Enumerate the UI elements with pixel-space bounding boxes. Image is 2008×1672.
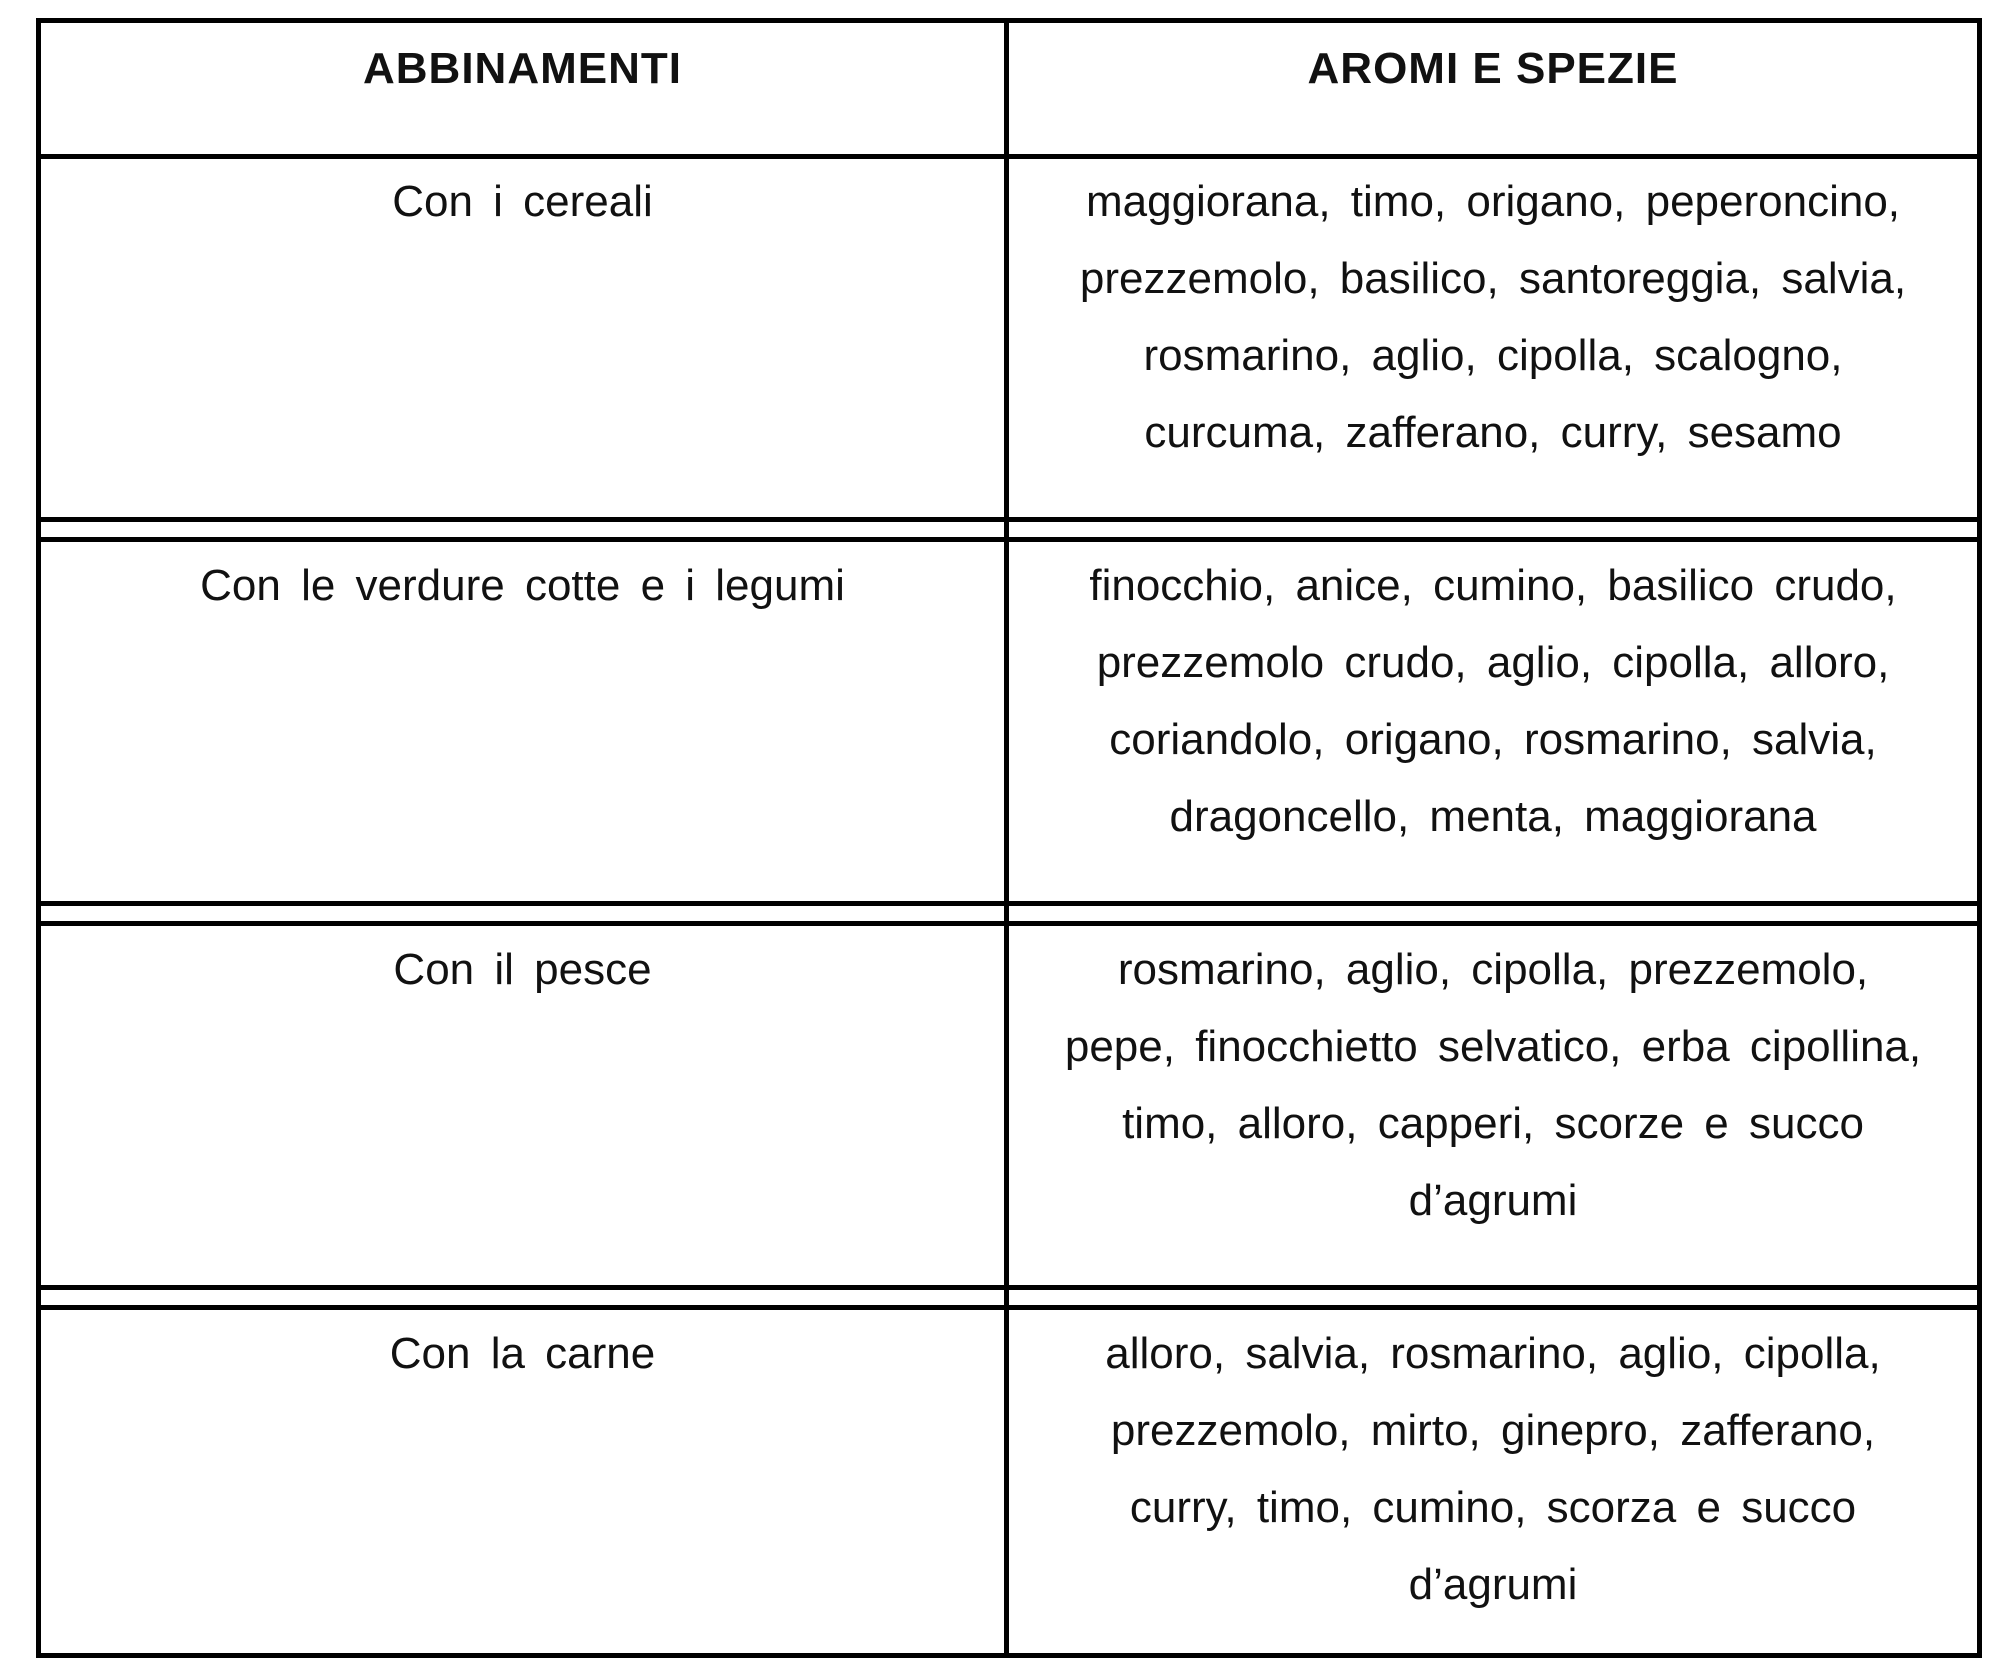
aromi-line: maggiorana, timo, origano, peperoncino, — [1085, 177, 1901, 226]
row-separator — [36, 901, 1982, 906]
pairing-label: Con le verdure cotte e i legumi — [200, 561, 845, 610]
table-row-carne-aromi — [1009, 1315, 1977, 1623]
row-separator — [36, 537, 1982, 542]
table-row-cereali-aromi — [1009, 163, 1977, 471]
table-row-carne-pairing — [41, 1315, 1004, 1392]
aromi-line: prezzemolo crudo, aglio, cipolla, alloro, — [1096, 638, 1890, 687]
pairing-label: Con la carne — [389, 1329, 656, 1378]
table-row-pesce-pairing — [41, 931, 1004, 1008]
table-row-verdure-aromi — [1009, 547, 1977, 855]
aromi-line: d’agrumi — [1408, 1560, 1578, 1609]
aromi-line: curcuma, zafferano, curry, sesamo — [1144, 408, 1842, 457]
aromi-line: rosmarino, aglio, cipolla, scalogno, — [1143, 331, 1843, 380]
aromi-line: rosmarino, aglio, cipolla, prezzemolo, — [1117, 945, 1869, 994]
aromi-line: alloro, salvia, rosmarino, aglio, cipolla, — [1105, 1329, 1881, 1378]
header-abbinamenti-label: ABBINAMENTI — [363, 44, 682, 93]
row-separator — [36, 921, 1982, 926]
table-row-pesce-aromi — [1009, 931, 1977, 1239]
aromi-line: dragoncello, menta, maggiorana — [1169, 792, 1817, 841]
aromi-line: prezzemolo, basilico, santoreggia, salvia, — [1079, 254, 1907, 303]
pairing-label: Con il pesce — [393, 945, 652, 994]
pairing-label: Con i cereali — [392, 177, 653, 226]
header-abbinamenti — [41, 44, 1004, 93]
aromi-line: pepe, finocchietto selvatico, erba cipollina, — [1064, 1022, 1922, 1071]
row-separator — [36, 1305, 1982, 1310]
header-aromi-label: AROMI E SPEZIE — [1307, 44, 1679, 93]
row-separator — [36, 1285, 1982, 1290]
aromi-line: timo, alloro, capperi, scorze e succo — [1122, 1099, 1864, 1148]
aromi-line: finocchio, anice, cumino, basilico crudo, — [1089, 561, 1897, 610]
aromi-line: curry, timo, cumino, scorza e succo — [1129, 1483, 1857, 1532]
aromi-line: coriandolo, origano, rosmarino, salvia, — [1109, 715, 1877, 764]
table-row-verdure-pairing — [41, 547, 1004, 624]
row-separator — [36, 517, 1982, 522]
table-row-cereali-pairing — [41, 163, 1004, 240]
header-separator — [36, 154, 1982, 159]
aromi-line: d’agrumi — [1408, 1176, 1578, 1225]
header-aromi — [1009, 44, 1977, 93]
aromi-line: prezzemolo, mirto, ginepro, zafferano, — [1110, 1406, 1876, 1455]
